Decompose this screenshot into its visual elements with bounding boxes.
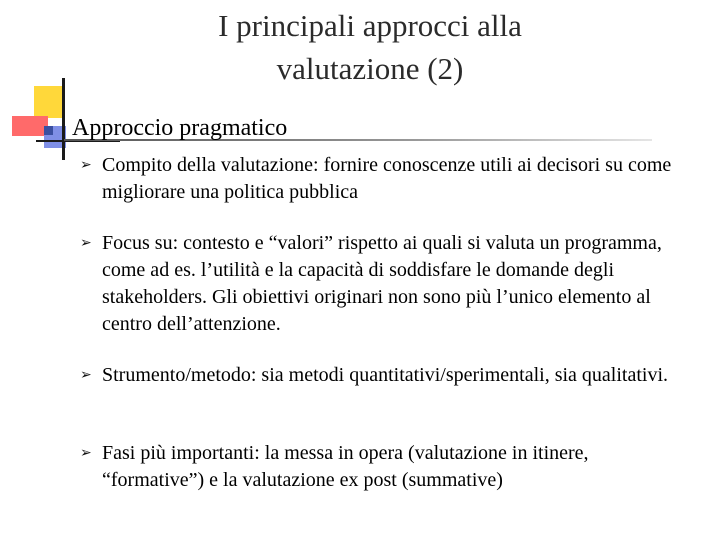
arrow-bullet-icon: ➢ <box>80 367 92 383</box>
slide-title <box>110 4 630 90</box>
list-item-text: Compito della valutazione: fornire conoscenze utili ai decisori su come migliorare una politica pubblica <box>102 154 672 203</box>
arrow-bullet-icon: ➢ <box>80 157 92 173</box>
list-item-text: Focus su: contesto e “valori” rispetto ai quali si valuta un programma, come ad es. l’utilità e la capacità di soddisfare le domande degli stakeholders. Gli obiettivi originari non sono più l’unico elemento al centro dell’attenzione. <box>102 232 662 335</box>
slide-title-line-2: valutazione (2) <box>276 51 464 86</box>
logo-vertical-line <box>62 78 65 160</box>
arrow-bullet-icon: ➢ <box>80 235 92 251</box>
logo-red-square <box>12 116 48 136</box>
square-bullet-icon <box>44 126 53 135</box>
logo-yellow-square <box>34 86 64 118</box>
arrow-bullet-icon: ➢ <box>80 445 92 461</box>
list-item-text: Fasi più importanti: la messa in opera (valutazione in itinere, “formative”) e la valutazione ex post (summative) <box>102 442 589 491</box>
list-item-text: Strumento/metodo: sia metodi quantitativi/sperimentali, sia qualitativi. <box>102 364 669 386</box>
section-heading: Approccio pragmatico <box>72 115 288 141</box>
slide-title-line-1: I principali approcci alla <box>218 8 522 43</box>
